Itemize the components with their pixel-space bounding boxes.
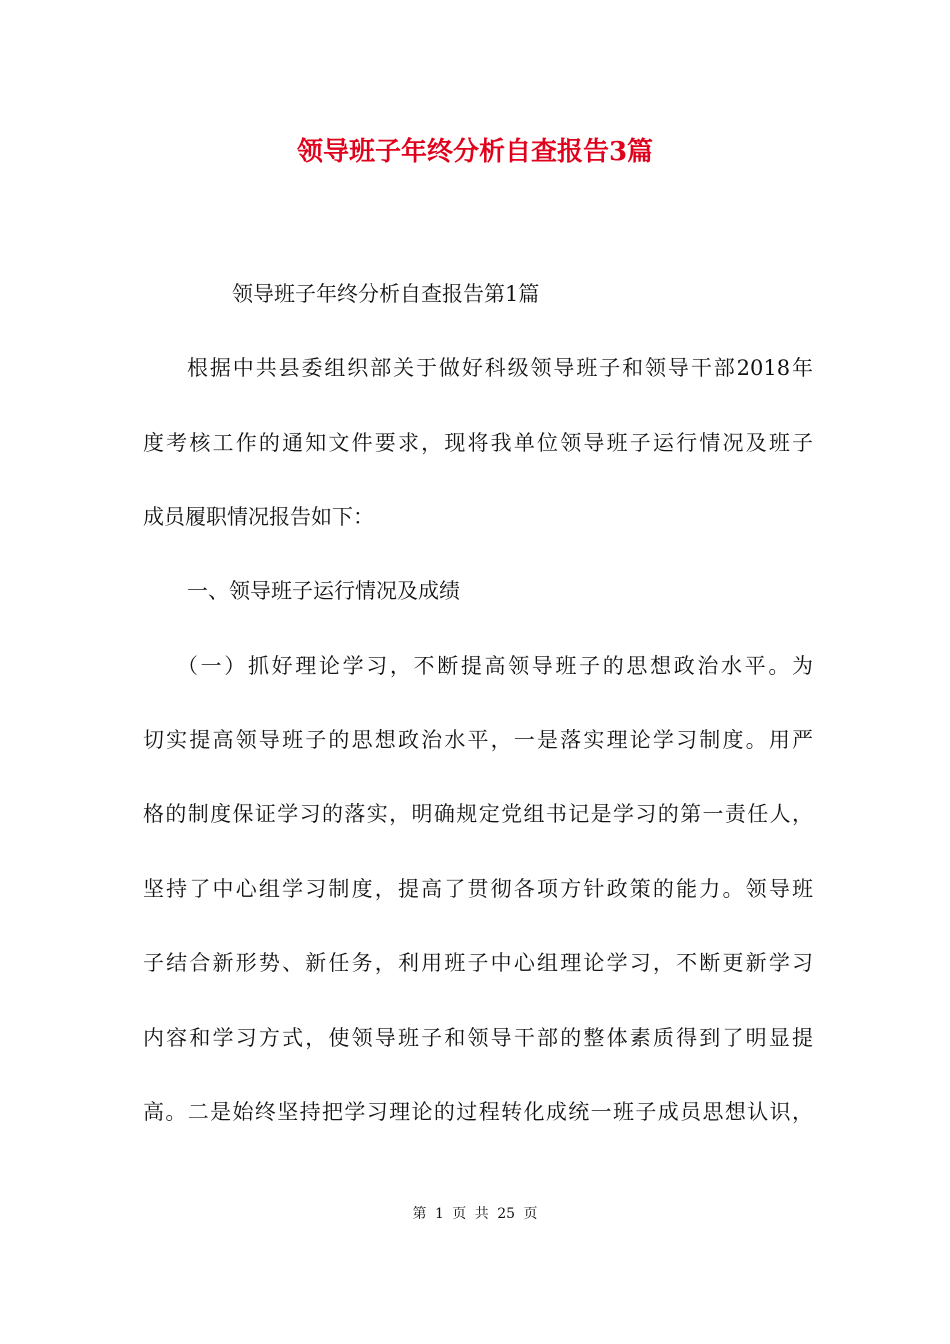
paragraph-line: 格的制度保证学习的落实，明确规定党组书记是学习的第一责任人， (143, 802, 813, 826)
paragraph-line: 高。二是始终坚持把学习理论的过程转化成统一班子成员思想认识， (143, 1100, 813, 1124)
paragraph-line: （一）抓好理论学习，不断提高领导班子的思想政治水平。为 (177, 654, 813, 678)
document-title: 领导班子年终分析自查报告3篇 (296, 137, 654, 167)
paragraph-line: 切实提高领导班子的思想政治水平，一是落实理论学习制度。用严 (143, 728, 813, 752)
paragraph-line: 坚持了中心组学习制度，提高了贯彻各项方针政策的能力。领导班 (143, 877, 813, 901)
paragraph-line: 内容和学习方式，使领导班子和领导干部的整体素质得到了明显提 (143, 1026, 813, 1050)
paragraph-line: 子结合新形势、新任务，利用班子中心组理论学习，不断更新学习 (143, 951, 813, 975)
paragraph-line: 成员履职情况报告如下： (143, 505, 374, 529)
section-heading: 领导班子年终分析自查报告第1篇 (232, 282, 540, 306)
subsection-heading: 一、领导班子运行情况及成绩 (187, 579, 460, 603)
paragraph-line: 根据中共县委组织部关于做好科级领导班子和领导干部2018年 (187, 356, 813, 380)
page-number-footer: 第 1 页 共 25 页 (412, 1206, 538, 1222)
paragraph-line: 度考核工作的通知文件要求，现将我单位领导班子运行情况及班子 (143, 431, 813, 455)
